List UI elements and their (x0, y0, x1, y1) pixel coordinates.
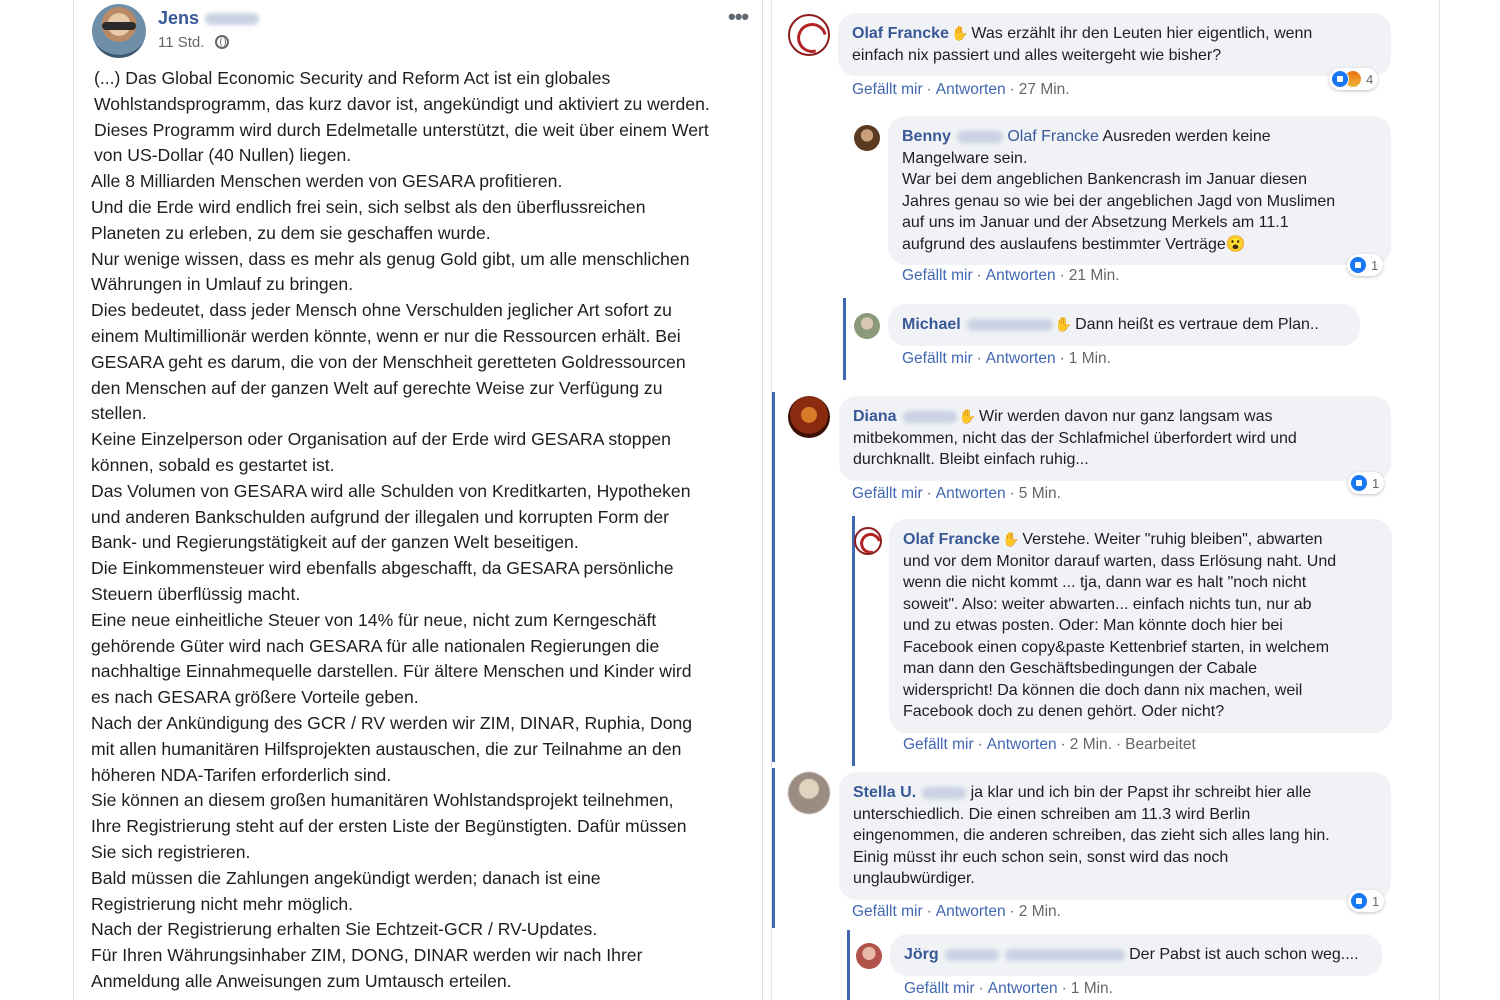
comment-author[interactable]: Stella U. (853, 784, 917, 801)
comment-actions: Gefällt mir · Antworten · 1 Min. (902, 350, 1111, 367)
post-line: Keine Einzelperson oder Organisation auf der Erde wird GESARA stoppen (91, 429, 671, 450)
comment-author[interactable]: Olaf Francke (852, 25, 949, 42)
blurred-mention (1005, 949, 1125, 961)
commenter-avatar[interactable] (788, 772, 830, 814)
thread-indicator (847, 930, 850, 1000)
commenter-avatar[interactable] (854, 125, 880, 151)
post-line: Währungen in Umlauf zu bringen. (91, 274, 354, 295)
comment-actions: Gefällt mir · Antworten · 2 Min. · Bearbeitet (903, 736, 1196, 753)
post-line: Wohlstandsprogramm, das kurz davor ist, angekündigt und aktiviert zu werden. (94, 93, 710, 114)
post-line: Alle 8 Milliarden Menschen werden von GESARA profitieren. (91, 171, 563, 192)
like-icon (1350, 892, 1368, 910)
comment-author[interactable]: Benny (902, 128, 951, 145)
thread-indicator (843, 298, 846, 380)
post-line: einem Multimillionär werden könnte, wenn er nur die Ressourcen erhält. Bei (91, 325, 681, 346)
post-line: höheren NDA-Tarifen erforderlich sind. (91, 764, 392, 785)
post-line: können, sobald es gestartet ist. (91, 454, 335, 475)
commenter-avatar[interactable] (788, 396, 830, 438)
reaction-count[interactable]: 4 (1329, 68, 1378, 90)
post-line: Und die Erde wird endlich frei sein, sich selbst als den überflussreichen (91, 196, 646, 217)
like-button[interactable]: Gefällt mir (902, 350, 973, 367)
post-line: Sie können an diesem großen humanitären Wohlstandsprojekt teilnehmen, (91, 790, 674, 811)
thread-indicator (772, 392, 775, 762)
comment-time[interactable]: 1 Min. (1070, 980, 1113, 997)
post-line: Eine neue einheitliche Steuer von 14% für neue, nicht zum Kerngeschäft (91, 609, 657, 630)
post-line: stellen. (91, 403, 147, 424)
like-button[interactable]: Gefällt mir (903, 736, 974, 753)
commenter-avatar[interactable] (854, 527, 882, 555)
comment-bubble: Stella U. ja klar und ich bin der Papst ihr schreibt hier alle unterschiedlich. Die einen schreiben am 11.3 wird Berlin eingenommen, die anderen schreiben, das zieht sich alles lang hin. Einig müsst ihr euch schon sein, sonst wird das noch unglaubwürdiger. (839, 772, 1391, 900)
post-line: Sie sich registrieren. (91, 841, 251, 862)
comment-actions: Gefällt mir · Antworten · 2 Min. (852, 903, 1061, 920)
blurred-surname (205, 13, 259, 25)
like-icon (1331, 70, 1349, 88)
post-line: Registrierung nicht mehr möglich. (91, 893, 354, 914)
comment-bubble: Benny Olaf Francke Ausreden werden keine Mangelware sein. War bei dem angeblichen Bankencrash im Januar diesen Jahres genau so wie bei der angeblichen Jagd von Muslimen auf uns im Januar und der Absetzung Merkels am 11.1 aufgrund des auslaufens bestimmter Verträge😮 (888, 116, 1391, 265)
like-button[interactable]: Gefällt mir (904, 980, 975, 997)
comment-actions: Gefällt mir · Antworten · 21 Min. (902, 267, 1120, 284)
post-line: und anderen Bankschulden aufgrund der illegalen und korrupten Form der (91, 506, 670, 527)
post-line: Dies bedeutet, dass jeder Mensch ohne Verschulden jeglicher Art sofort zu (91, 300, 672, 321)
reaction-count[interactable]: 1 (1348, 890, 1384, 912)
post-author-name[interactable]: Jens (158, 8, 259, 29)
blurred-surname (945, 949, 999, 961)
comment-time[interactable]: 2 Min. (1018, 903, 1061, 920)
comment-time[interactable]: 5 Min. (1018, 485, 1061, 502)
post-line: Die Einkommensteuer wird ebenfalls abgeschafft, da GESARA persönliche (91, 558, 674, 579)
post-author-avatar[interactable] (92, 4, 146, 58)
comment-bubble: Michael ✋ Dann heißt es vertraue dem Plan.. (888, 304, 1360, 346)
comment-bubble: Jörg Der Pabst ist auch schon weg.... (890, 934, 1382, 976)
like-icon (1350, 474, 1368, 492)
post-line: Anmeldung alle Anweisungen zum Umtausch erteilen. (91, 970, 512, 991)
comment-author[interactable]: Diana (853, 408, 897, 425)
post-line: es nach GESARA größere Vorteile geben. (91, 687, 419, 708)
reaction-count[interactable]: 1 (1347, 254, 1383, 276)
reply-button[interactable]: Antworten (987, 980, 1058, 997)
commenter-avatar[interactable] (856, 943, 882, 969)
mention-link[interactable]: Olaf Francke (1007, 128, 1099, 145)
post-timestamp[interactable]: 11 Std. (158, 34, 205, 51)
post-meta (158, 34, 229, 51)
edited-label: Bearbeitet (1125, 736, 1196, 753)
comments-panel (771, 0, 1440, 1000)
post-line: gehörende Güter wird nach GESARA für alle nationalen Regierungen die (91, 635, 660, 656)
post-line: nachhaltige Einnahmequelle darstellen. Für ältere Menschen und Kinder wird (91, 661, 692, 682)
post-header (92, 4, 752, 58)
post-line: (...) Das Global Economic Security and Reform Act ist ein globales (94, 68, 611, 88)
commenter-avatar[interactable] (854, 313, 880, 339)
post-line: Dieses Programm wird durch Edelmetalle unterstützt, die weit über einem Wert (94, 119, 709, 140)
thread-indicator (772, 768, 775, 928)
reply-button[interactable]: Antworten (935, 485, 1006, 502)
post-card (73, 0, 763, 1000)
reply-button[interactable]: Antworten (935, 903, 1006, 920)
like-button[interactable]: Gefällt mir (902, 267, 973, 284)
comment-time[interactable]: 1 Min. (1068, 350, 1111, 367)
post-line: Nach der Ankündigung des GCR / RV werden wir ZIM, DINAR, Ruphia, Dong (91, 712, 693, 733)
post-line: den Menschen auf der ganzen Welt auf gerechte Weise zur Verfügung zu (91, 377, 663, 398)
blurred-surname (922, 787, 966, 799)
post-line: mit allen humanitären Hilfsprojekten austauschen, die zur Teilnahme an den (91, 738, 682, 759)
reply-button[interactable]: Antworten (935, 81, 1006, 98)
comment-actions: Gefällt mir · Antworten · 27 Min. (852, 81, 1070, 98)
post-line: Nach der Registrierung erhalten Sie Echtzeit-GCR / RV-Updates. (91, 919, 598, 940)
post-text (91, 66, 751, 995)
like-button[interactable]: Gefällt mir (852, 485, 923, 502)
wave-icon: ✋ (1001, 531, 1020, 547)
post-line: Bald müssen die Zahlungen angekündigt werden; danach ist eine (91, 867, 601, 888)
like-icon (1349, 256, 1367, 274)
comment-author[interactable]: Jörg (904, 946, 939, 963)
comment-time[interactable]: 21 Min. (1068, 267, 1120, 284)
comment-bubble: Olaf Francke ✋ Was erzählt ihr den Leuten hier eigentlich, wenn einfach nix passiert und alles weitergeht wie bisher? (838, 13, 1391, 76)
thread-indicator (852, 516, 855, 766)
more-icon[interactable]: ••• (728, 4, 749, 29)
comment-time[interactable]: 27 Min. (1018, 81, 1070, 98)
post-line: von US-Dollar (40 Nullen) liegen. (94, 145, 352, 166)
post-line: Das Volumen von GESARA wird alle Schulden von Kreditkarten, Hypotheken (91, 480, 691, 501)
comment-bubble: Olaf Francke ✋ Verstehe. Weiter "ruhig bleiben", abwarten und vor dem Monitor darauf warten, dass Erlösung naht. Und wenn die nicht kommt ... tja, dann war es halt "noch nicht soweit". Also: weiter abwarten... einfach nichts tun, nur ab und zu etwas posten. Oder: Man könnte doch hier bei Facebook einen copy&paste Kettenbrief starten, in welchem man dann den Geschäftsbedingungen der Cabale widerspricht! Da können die doch dann nix machen, weil Facebook doch zu denen gehört. Oder nicht? (889, 519, 1392, 733)
reply-button[interactable]: Antworten (985, 267, 1056, 284)
comment-time[interactable]: 2 Min. (1069, 736, 1112, 753)
blurred-surname (967, 319, 1053, 331)
post-line: Nur wenige wissen, dass es mehr als genug Gold gibt, um alle menschlichen (91, 248, 690, 269)
blurred-surname (903, 411, 957, 423)
post-line: GESARA geht es darum, die von der Menschheit geretteten Goldressourcen (91, 351, 686, 372)
comment-author[interactable]: Olaf Francke (903, 531, 1000, 548)
comment-actions: Gefällt mir · Antworten · 1 Min. (904, 980, 1113, 997)
post-line: Für Ihren Währungsinhaber ZIM, DONG, DINAR werden wir nach Ihrer (91, 945, 643, 966)
reply-button[interactable]: Antworten (986, 736, 1057, 753)
blurred-surname (957, 131, 1003, 143)
post-line: Planeten zu erleben, zu dem sie geschaffen wurde. (91, 222, 491, 243)
commenter-avatar[interactable] (788, 14, 830, 56)
comment-author[interactable]: Michael (902, 316, 961, 333)
post-line: Ihre Registrierung steht auf der ersten Liste der Begünstigten. Dafür müssen (91, 816, 687, 837)
like-button[interactable]: Gefällt mir (852, 903, 923, 920)
wave-icon: ✋ (958, 408, 977, 424)
like-button[interactable]: Gefällt mir (852, 81, 923, 98)
post-line: Steuern überflüssig macht. (91, 583, 301, 604)
comment-actions: Gefällt mir · Antworten · 5 Min. (852, 485, 1061, 502)
wave-icon: ✋ (950, 25, 969, 41)
post-line: Bank- und Regierungstätigkeit auf der ganzen Welt beseitigen. (91, 532, 579, 553)
comment-bubble: Diana ✋ Wir werden davon nur ganz langsam was mitbekommen, nicht das der Schlafmichel überfordert wird und durchknallt. Bleibt einfach ruhig... (839, 396, 1391, 481)
reply-button[interactable]: Antworten (985, 350, 1056, 367)
globe-icon (215, 35, 229, 49)
reaction-count[interactable]: 1 (1348, 472, 1384, 494)
wave-icon: ✋ (1054, 316, 1073, 332)
